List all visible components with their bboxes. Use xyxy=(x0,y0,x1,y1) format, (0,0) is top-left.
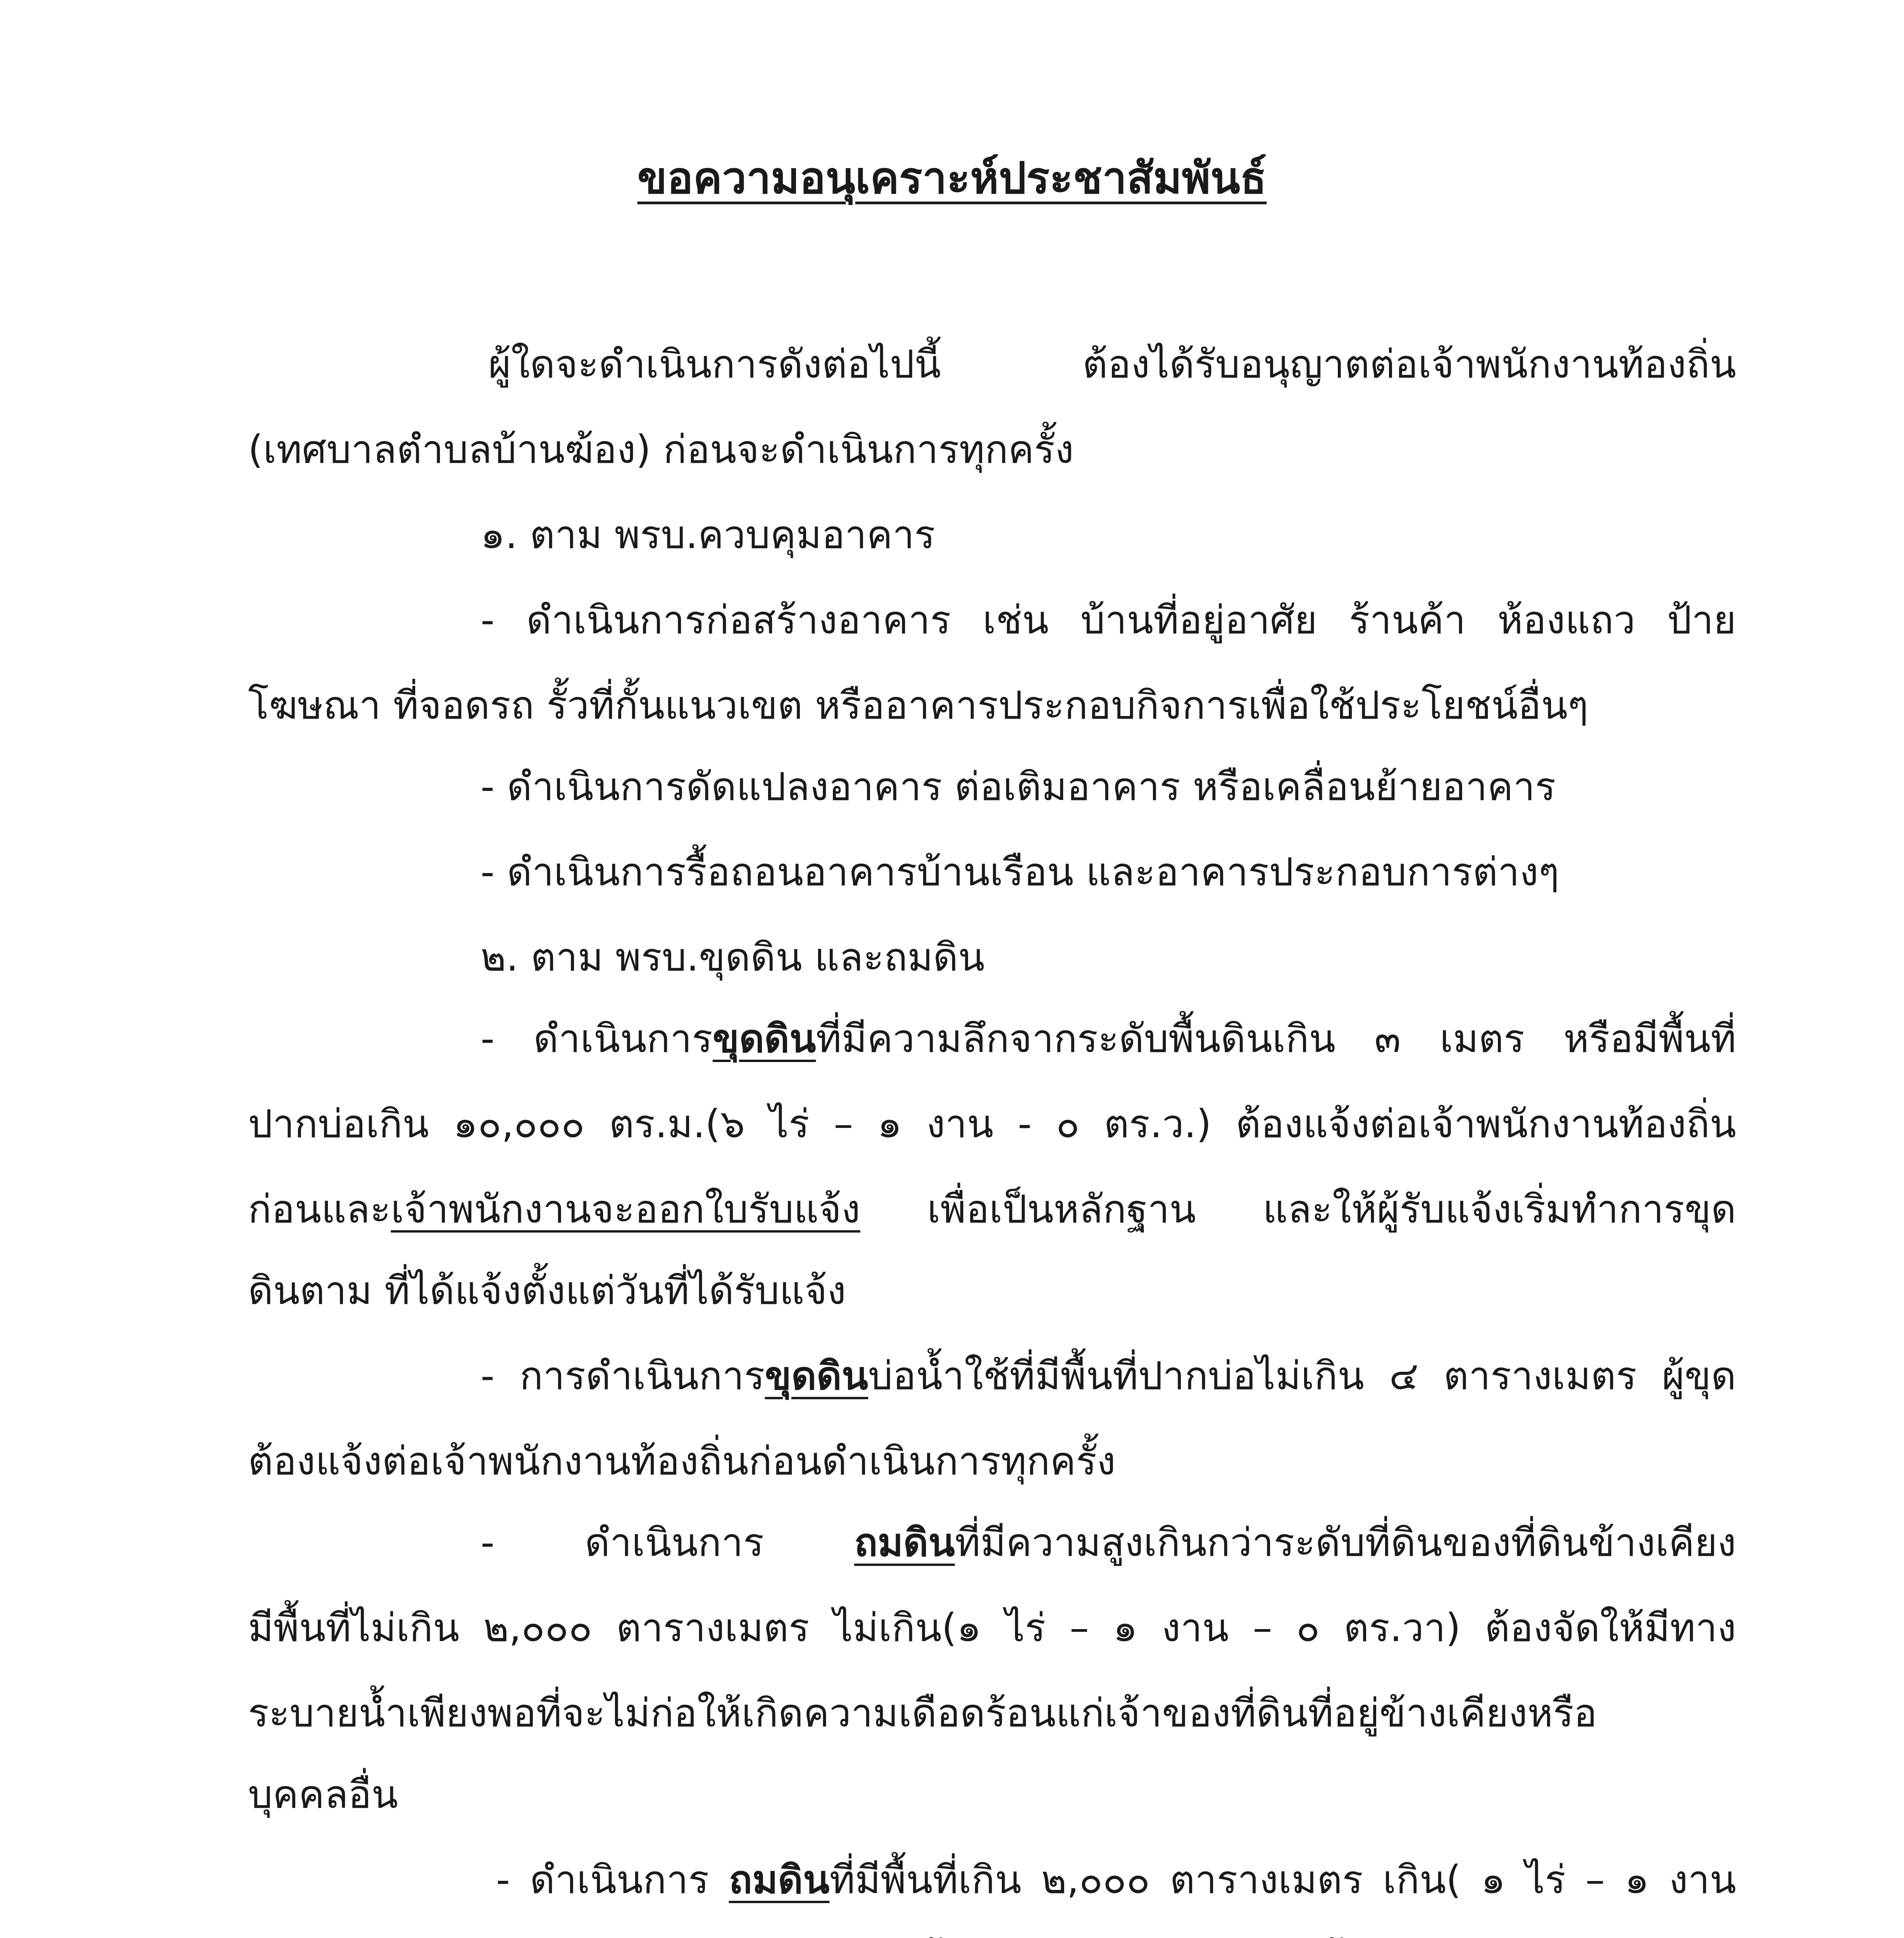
section2-bullet4-line1: - ดำเนินการ ถมดินที่มีพื้นที่เกิน ๒,๐๐๐ ตารางเมตร เกิน( ๑ ไร่ – ๑ งาน xyxy=(496,1857,1737,1902)
underlined-term: ขุดดิน xyxy=(712,1016,816,1061)
intro-line-1: ผู้ใดจะดำเนินการดังต่อไปนี้ ต้องได้รับอนุญาตต่อเจ้าพนักงานท้องถิ่น xyxy=(488,341,1736,387)
section2-bullet2-line2: ต้องแจ้งต่อเจ้าพนักงานท้องถิ่นก่อนดำเนินการทุกครั้ง xyxy=(248,1438,1116,1484)
section2-bullet1-line4: ดินตาม ที่ได้แจ้งตั้งแต่วันที่ได้รับแจ้ง xyxy=(248,1268,846,1313)
section1-bullet2: - ดำเนินการดัดแปลงอาคาร ต่อเติมอาคาร หรือเคลื่อนย้ายอาคาร xyxy=(481,764,1556,809)
section2-bullet3-line4: บุคคลอื่น xyxy=(248,1772,398,1817)
section2-bullet3-line1: - ดำเนินการ ถมดินที่มีความสูงเกินกว่าระดับที่ดินของที่ดินข้างเคียง xyxy=(481,1520,1736,1565)
section2-heading: ๒. ตาม พรบ.ขุดดิน และถมดิน xyxy=(481,935,985,980)
underlined-term: ถมดิน xyxy=(729,1857,830,1902)
intro-line-2: (เทศบาลตำบลบ้านฆ้อง) ก่อนจะดำเนินการทุกครั้ง xyxy=(248,427,1074,472)
section2-bullet1-line2: ปากบ่อเกิน ๑๐,๐๐๐ ตร.ม.(๖ ไร่ – ๑ งาน - ๐ ตร.ว.) ต้องแจ้งต่อเจ้าพนักงานท้องถิ่น xyxy=(248,1101,1736,1147)
section1-heading: ๑. ตาม พรบ.ควบคุมอาคาร xyxy=(481,512,936,557)
section2-bullet3-line2: มีพื้นที่ไม่เกิน ๒,๐๐๐ ตารางเมตร ไม่เกิน(๑ ไร่ – ๑ งาน – ๐ ตร.วา) ต้องจัดให้มีทาง xyxy=(248,1605,1736,1650)
underlined-phrase: เจ้าพนักงานจะออกใบรับแจ้ง xyxy=(391,1186,860,1232)
section2-bullet1-line3: ก่อนและเจ้าพนักงานจะออกใบรับแจ้ง เพื่อเป็นหลักฐาน และให้ผู้รับแจ้งเริ่มทำการขุด xyxy=(248,1186,1736,1232)
section1-bullet3: - ดำเนินการรื้อถอนอาคารบ้านเรือน และอาคารประกอบการต่างๆ xyxy=(481,849,1559,895)
section2-bullet2-line1: - การดำเนินการขุดดินบ่อน้ำใช้ที่มีพื้นที่ปากบ่อไม่เกิน ๔ ตารางเมตร ผู้ขุด xyxy=(481,1353,1736,1398)
section1-bullet1-line2: โฆษณา ที่จอดรถ รั้วที่กั้นแนวเขต หรืออาคารประกอบกิจการเพื่อใช้ประโยชน์อื่นๆ xyxy=(248,683,1589,728)
section1-bullet1-line1: - ดำเนินการก่อสร้างอาคาร เช่น บ้านที่อยู่อาศัย ร้านค้า ห้องแถว ป้าย xyxy=(481,597,1736,643)
page-title: ขอความอนุเคราะห์ประชาสัมพันธ์ xyxy=(637,153,1267,203)
section2-bullet1-line1: - ดำเนินการขุดดินที่มีความลึกจากระดับพื้นดินเกิน ๓ เมตร หรือมีพื้นที่ xyxy=(481,1016,1736,1061)
underlined-term: ขุดดิน xyxy=(765,1353,868,1398)
underlined-term: ถมดิน xyxy=(854,1520,955,1565)
section2-bullet3-line3: ระบายน้ำเพียงพอที่จะไม่ก่อให้เกิดความเดือดร้อนแก่เจ้าของที่ดินที่อยู่ข้างเคียงหรือ xyxy=(248,1690,1597,1736)
